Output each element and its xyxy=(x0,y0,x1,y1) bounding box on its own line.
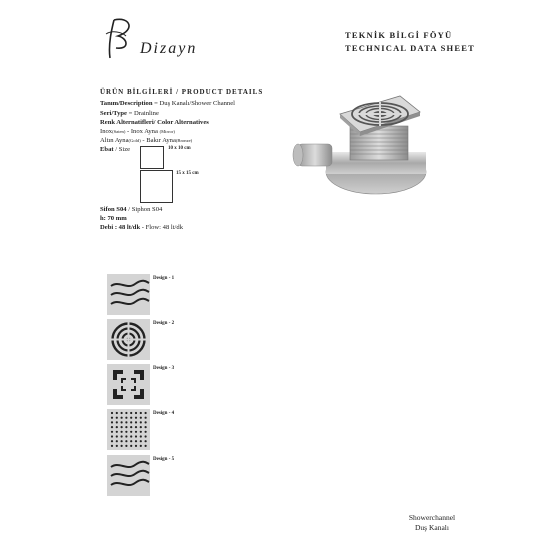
color-gold-note: (Gold) xyxy=(128,138,141,143)
design-1-tile xyxy=(107,274,150,315)
description-value: = Duş Kanalı/Shower Channel xyxy=(152,100,235,107)
design-5-tile xyxy=(107,455,150,496)
sheet-title-tr: TEKNİK BİLGİ FÖYÜ xyxy=(345,30,453,40)
siphon-row xyxy=(100,206,162,213)
colors-row xyxy=(100,119,209,126)
siphon-label: Sifon S04 xyxy=(100,206,127,213)
size-label: Ebat xyxy=(100,146,114,153)
footer-line-2: Duş Kanalı xyxy=(415,523,449,532)
color-line-2 xyxy=(100,137,192,144)
type-label: Seri/Type xyxy=(100,110,127,117)
footer-line-1: Showerchannel xyxy=(408,513,456,522)
color-inox-mirror: - Inox Ayna xyxy=(125,128,160,135)
size-box-large xyxy=(140,170,173,203)
design-5-label: Design - 5 xyxy=(153,457,175,462)
siphon-value: / Siphon S04 xyxy=(126,206,163,213)
flow-label: Debi : 48 lt/dk xyxy=(100,224,141,231)
size-row xyxy=(100,146,130,153)
flow-value: - Flow: 48 lt/dk xyxy=(140,224,183,231)
design-2-label: Design - 2 xyxy=(153,321,175,326)
section-title: ÜRÜN BİLGİLERİ / PRODUCT DETAILS xyxy=(100,88,264,96)
color-inox-note: (Saten) xyxy=(112,129,126,134)
description-row xyxy=(100,100,235,107)
color-bronze-note: (Bronze) xyxy=(175,138,193,143)
size-small-label: 10 x 10 cm xyxy=(168,146,191,151)
design-4-label: Design - 4 xyxy=(153,411,175,416)
color-bronze: - Bakır Ayna xyxy=(140,137,176,144)
color-inox-mirror-note: (Mirror) xyxy=(159,129,175,134)
type-row xyxy=(100,110,159,117)
height-label: h: 70 mm xyxy=(100,215,127,222)
size-box-small xyxy=(140,146,164,169)
color-gold: Altın Ayna xyxy=(100,137,129,144)
design-3-label: Design - 3 xyxy=(153,366,175,371)
height-row xyxy=(100,215,127,222)
color-inox: Inox xyxy=(100,128,113,135)
brand-logo-text: Dizayn xyxy=(140,40,198,57)
colors-label: Renk Alternatifleri/ Color Alternatives xyxy=(100,119,209,126)
design-3-tile xyxy=(107,364,150,405)
design-4-tile xyxy=(107,409,150,450)
brand-logo-icon xyxy=(100,14,140,62)
product-drain-image xyxy=(288,92,438,207)
flow-row xyxy=(100,224,183,231)
sheet-title-en: TECHNICAL DATA SHEET xyxy=(345,43,475,53)
design-2-tile xyxy=(107,319,150,360)
description-label: Tanım/Description xyxy=(100,100,153,107)
design-1-label: Design - 1 xyxy=(153,276,175,281)
size-value: / Size xyxy=(113,146,131,153)
size-large-label: 15 x 15 cm xyxy=(176,171,199,176)
color-line-1 xyxy=(100,128,175,135)
type-value: = Drainline xyxy=(126,110,159,117)
